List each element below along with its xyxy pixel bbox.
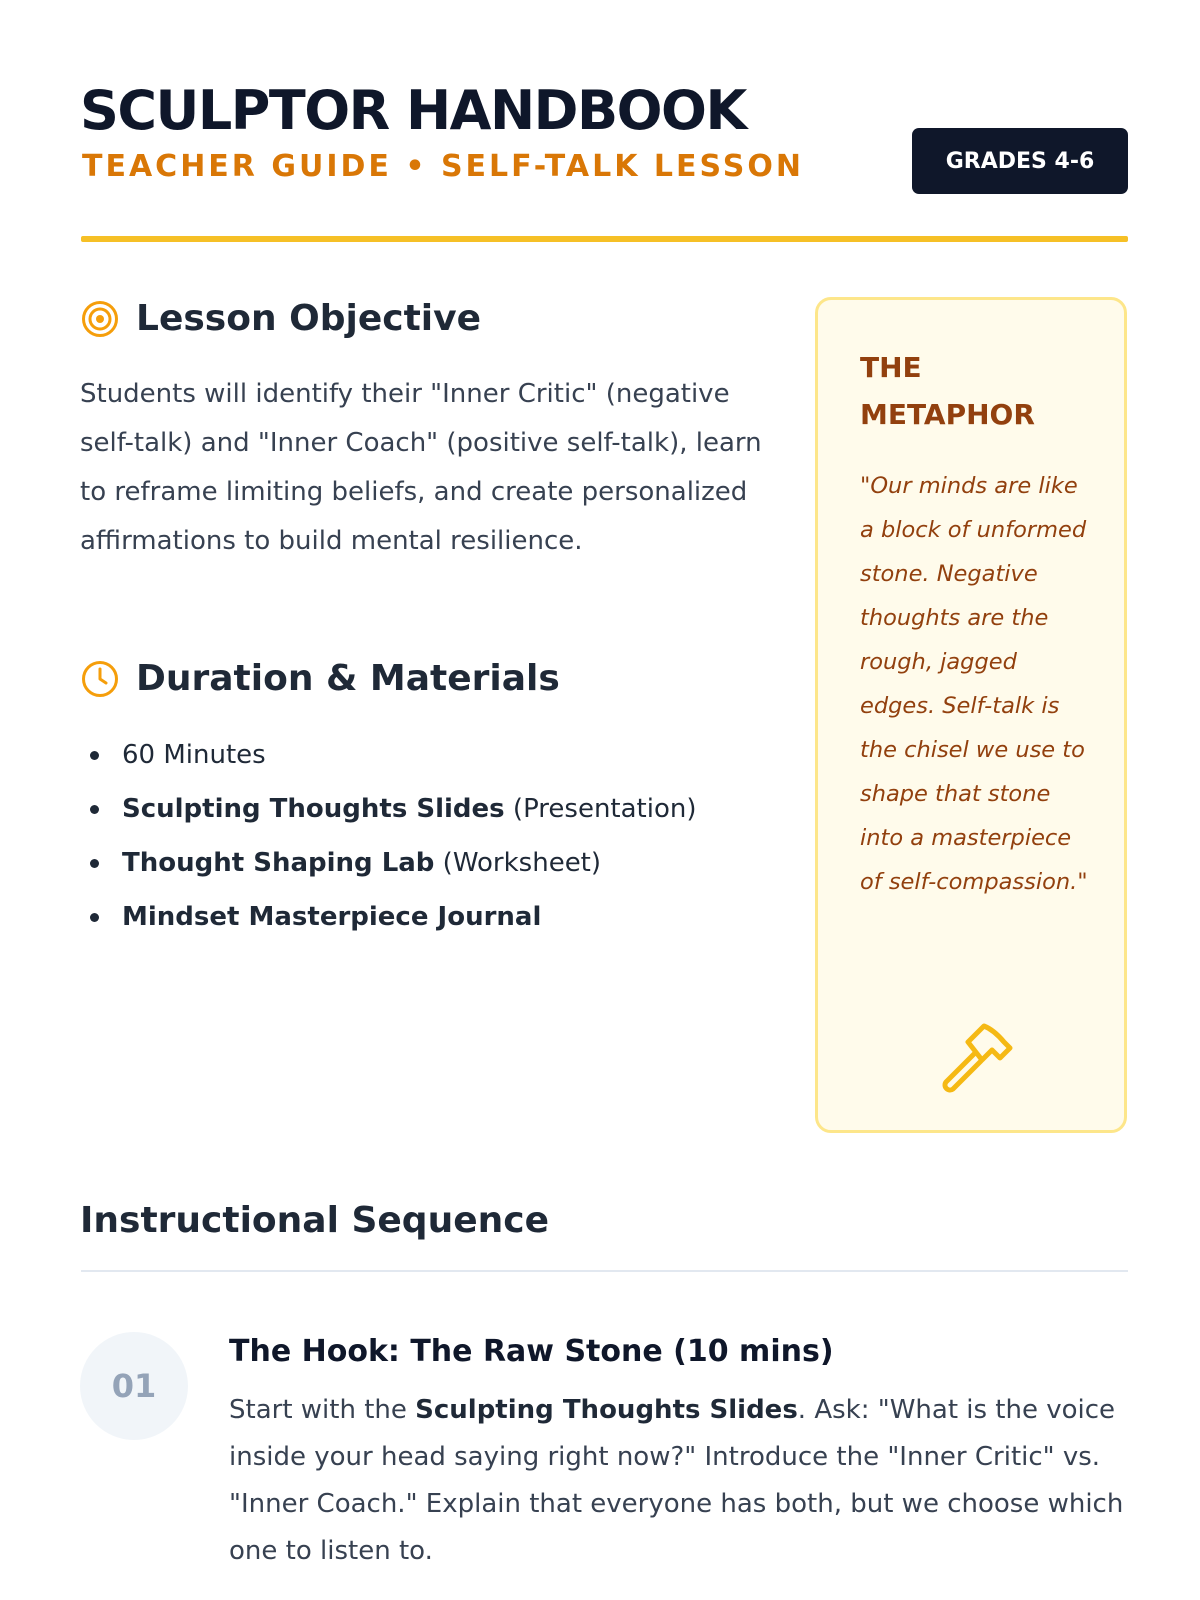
list-item: Mindset Masterpiece Journal: [80, 890, 780, 944]
page-subtitle: TEACHER GUIDE • SELF-TALK LESSON: [82, 149, 805, 184]
objective-text: Students will identify their "Inner Critic" (negative self-talk) and "Inner Coach" (positive self-talk), learn to reframe limiting beliefs, and create personalized affirmations to build mental resilience.: [80, 379, 762, 556]
duration-heading: [80, 658, 560, 699]
page-title: SCULPTOR HANDBOOK: [80, 79, 746, 142]
target-icon: [80, 299, 120, 339]
duration-heading-label: Duration & Materials: [136, 658, 560, 699]
hammer-icon: [934, 1018, 1014, 1098]
metaphor-title: THE METAPHOR: [860, 351, 1035, 431]
metaphor-card: [815, 297, 1127, 1133]
objective-heading: [80, 298, 481, 339]
list-item: 60 Minutes: [80, 728, 780, 782]
step-number-badge: 01: [80, 1332, 188, 1440]
list-item: Thought Shaping Lab (Worksheet): [80, 836, 780, 890]
metaphor-quote: "Our minds are like a block of unformed stone. Negative thoughts are the rough, jagged edges. Self-talk is the chisel we use to shape that stone into a masterpiece of self-compassion.": [860, 473, 1088, 895]
grade-badge: GRADES 4-6: [912, 128, 1128, 194]
step-title: The Hook: The Raw Stone (10 mins): [229, 1334, 834, 1369]
objective-heading-label: Lesson Objective: [136, 298, 482, 339]
sequence-divider: [81, 1270, 1128, 1272]
list-item: Sculpting Thoughts Slides (Presentation): [80, 782, 780, 836]
materials-list: [80, 728, 780, 944]
step-description: Start with the Sculpting Thoughts Slides. Ask: "What is the voice inside your head saying right now?" Introduce the "Inner Critic" vs. "Inner Coach." Explain that everyone has both, but we choose which one to listen to.: [229, 1395, 1124, 1566]
sequence-heading: Instructional Sequence: [80, 1200, 550, 1241]
header-divider: [81, 236, 1128, 242]
clock-icon: [80, 659, 120, 699]
